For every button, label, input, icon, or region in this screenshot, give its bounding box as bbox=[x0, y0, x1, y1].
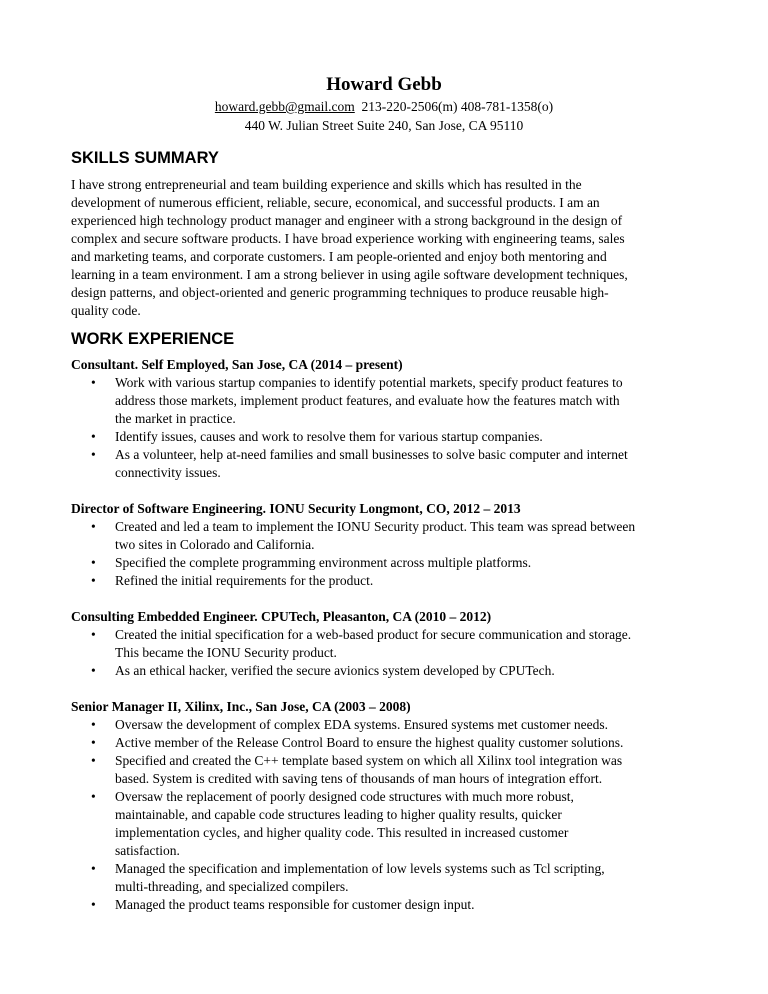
bullet-dot-icon: • bbox=[91, 753, 96, 768]
bullet-text-line: As an ethical hacker, verified the secure avionics system developed by CPUTech. bbox=[115, 663, 555, 678]
bullet-text-line: the market in practice. bbox=[115, 411, 236, 426]
bullet-text-line: implementation cycles, and higher quality code. This resulted in increased customer bbox=[115, 825, 569, 840]
job-entry bbox=[71, 500, 731, 590]
bullet-text-line: Created the initial specification for a web-based product for secure communication and storage. bbox=[115, 627, 632, 642]
job-bullet bbox=[71, 374, 731, 428]
summary-line: complex and secure software products. I have broad experience working with engineering teams, sales bbox=[71, 231, 625, 246]
contact-line bbox=[0, 98, 768, 116]
job-title: Consultant. Self Employed, San Jose, CA (2014 – present) bbox=[71, 357, 403, 372]
job-bullet bbox=[71, 860, 731, 896]
bullet-dot-icon: • bbox=[91, 573, 96, 588]
bullet-text-line: Created and led a team to implement the IONU Security product. This team was spread between bbox=[115, 519, 636, 534]
job-title: Senior Manager II, Xilinx, Inc., San Jose, CA (2003 – 2008) bbox=[71, 699, 411, 714]
bullet-text-line: Work with various startup companies to identify potential markets, specify product features to bbox=[115, 375, 623, 390]
bullet-dot-icon: • bbox=[91, 447, 96, 462]
bullet-text-line: multi-threading, and specialized compilers. bbox=[115, 879, 349, 894]
bullet-dot-icon: • bbox=[91, 861, 96, 876]
bullet-text-line: Specified the complete programming environment across multiple platforms. bbox=[115, 555, 532, 570]
job-bullet bbox=[71, 716, 731, 734]
job-bullet-list bbox=[71, 626, 731, 680]
skills-summary-heading: SKILLS SUMMARY bbox=[71, 149, 219, 167]
bullet-dot-icon: • bbox=[91, 897, 96, 912]
summary-line: design patterns, and object-oriented and generic programming techniques to produce reusable high- bbox=[71, 285, 609, 300]
address-line: 440 W. Julian Street Suite 240, San Jose, CA 95110 bbox=[244, 118, 524, 133]
bullet-dot-icon: • bbox=[91, 375, 96, 390]
summary-line: quality code. bbox=[71, 303, 141, 318]
job-bullet bbox=[71, 518, 731, 554]
bullet-text-line: Managed the product teams responsible for customer design input. bbox=[115, 897, 475, 912]
job-bullet bbox=[71, 788, 731, 860]
bullet-text-line: connectivity issues. bbox=[115, 465, 221, 480]
bullet-text-line: Oversaw the replacement of poorly designed code structures with much more robust, bbox=[115, 789, 574, 804]
job-bullet bbox=[71, 446, 731, 482]
bullet-dot-icon: • bbox=[91, 429, 96, 444]
bullet-text-line: two sites in Colorado and California. bbox=[115, 537, 315, 552]
summary-line: and marketing teams, and corporate customers. I am people-oriented and enjoy both mentoring and bbox=[71, 249, 607, 264]
bullet-text-line: Identify issues, causes and work to resolve them for various startup companies. bbox=[115, 429, 543, 444]
email-link[interactable]: howard.gebb@gmail.com bbox=[214, 99, 355, 114]
bullet-dot-icon: • bbox=[91, 717, 96, 732]
summary-line: development of numerous efficient, reliable, secure, economical, and successful products. I am an bbox=[71, 195, 600, 210]
job-bullet bbox=[71, 554, 731, 572]
bullet-dot-icon: • bbox=[91, 627, 96, 642]
work-experience-heading: WORK EXPERIENCE bbox=[71, 330, 235, 348]
phone-numbers bbox=[358, 99, 553, 114]
job-title: Director of Software Engineering. IONU Security Longmont, CO, 2012 – 2013 bbox=[71, 501, 521, 516]
summary-line: I have strong entrepreneurial and team building experience and skills which has resulted in the bbox=[71, 177, 582, 192]
bullet-dot-icon: • bbox=[91, 735, 96, 750]
bullet-dot-icon: • bbox=[91, 789, 96, 804]
bullet-text-line: Managed the specification and implementation of low levels systems such as Tcl scripting, bbox=[115, 861, 605, 876]
bullet-text-line: Specified and created the C++ template based system on which all Xilinx tool integration was bbox=[115, 753, 623, 768]
job-bullet bbox=[71, 896, 731, 914]
bullet-text-line: As a volunteer, help at-need families and small businesses to solve basic computer and internet bbox=[115, 447, 628, 462]
job-bullet bbox=[71, 572, 731, 590]
job-bullet bbox=[71, 626, 731, 662]
job-title: Consulting Embedded Engineer. CPUTech, Pleasanton, CA (2010 – 2012) bbox=[71, 609, 492, 624]
bullet-text-line: Active member of the Release Control Board to ensure the highest quality customer solutions. bbox=[115, 735, 624, 750]
job-entry bbox=[71, 608, 731, 680]
bullet-dot-icon: • bbox=[91, 663, 96, 678]
bullet-text-line: satisfaction. bbox=[115, 843, 180, 858]
phone-text: 213-220-2506(m) 408-781-1358(o) bbox=[361, 99, 554, 114]
job-bullet bbox=[71, 734, 731, 752]
job-bullet bbox=[71, 752, 731, 788]
job-bullet-list bbox=[71, 716, 731, 914]
candidate-name: Howard Gebb bbox=[326, 74, 442, 95]
job-entry bbox=[71, 356, 731, 482]
job-bullet bbox=[71, 428, 731, 446]
bullet-text-line: Refined the initial requirements for the product. bbox=[115, 573, 374, 588]
bullet-text-line: address those markets, implement product features, and evaluate how the features match with bbox=[115, 393, 620, 408]
bullet-dot-icon: • bbox=[91, 519, 96, 534]
bullet-dot-icon: • bbox=[91, 555, 96, 570]
summary-line: learning in a team environment. I am a strong believer in using agile software development techniques, bbox=[71, 267, 628, 282]
job-bullet bbox=[71, 662, 731, 680]
bullet-text-line: Oversaw the development of complex EDA systems. Ensured systems met customer needs. bbox=[115, 717, 609, 732]
summary-line: experienced high technology product manager and engineer with a strong background in the design of bbox=[71, 213, 623, 228]
skills-summary-text bbox=[71, 176, 711, 320]
bullet-text-line: maintainable, and capable code structures leading to higher quality results, quicker bbox=[115, 807, 562, 822]
job-entry bbox=[71, 698, 731, 914]
bullet-text-line: This became the IONU Security product. bbox=[115, 645, 337, 660]
bullet-text-line: based. System is credited with saving tens of thousands of man hours of integration effort. bbox=[115, 771, 603, 786]
job-bullet-list bbox=[71, 518, 731, 590]
job-bullet-list bbox=[71, 374, 731, 482]
